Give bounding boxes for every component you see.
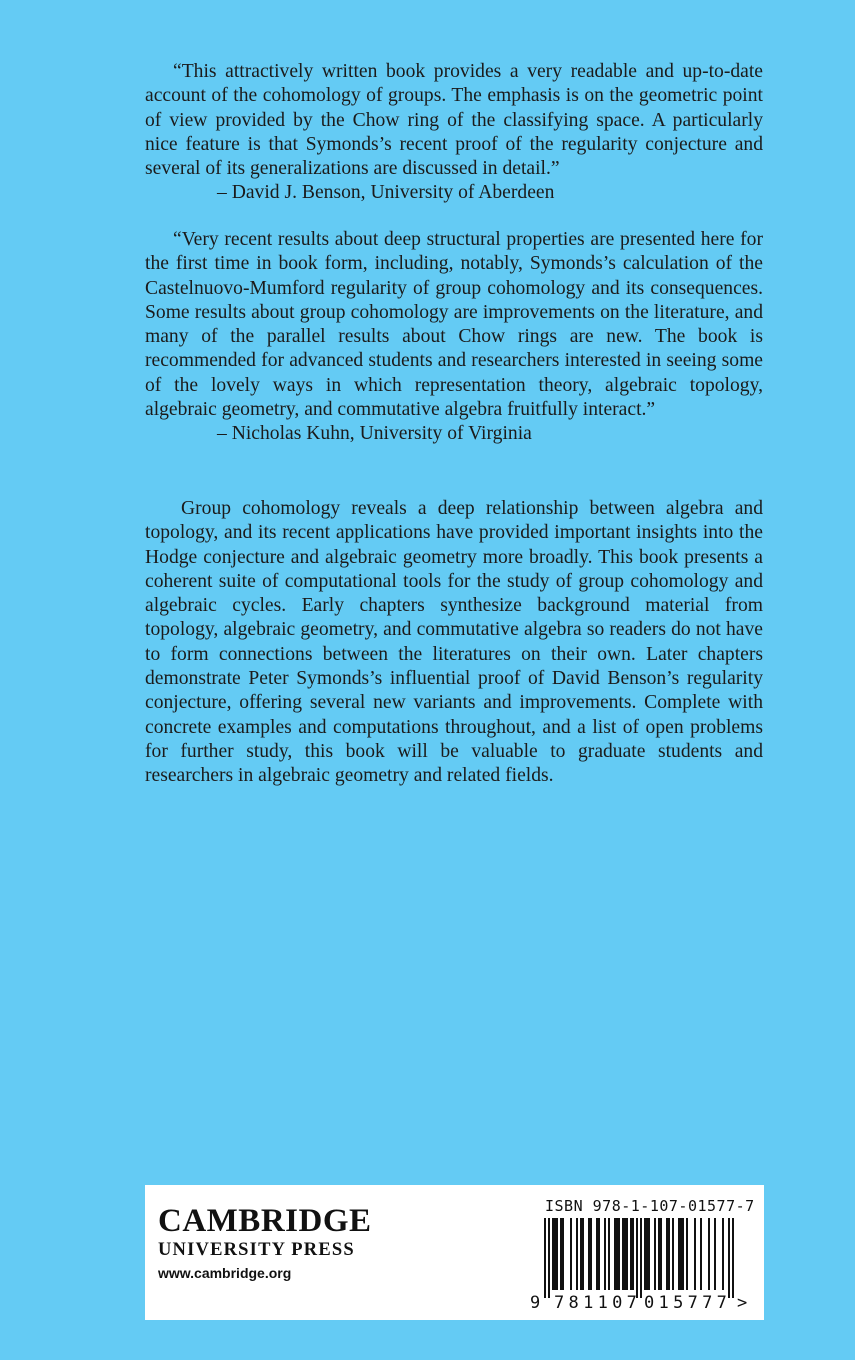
isbn-label: ISBN 978-1-107-01577-7: [545, 1197, 755, 1215]
barcode-bar: [598, 1218, 600, 1290]
barcode-bar: [630, 1218, 632, 1290]
barcode-bar: [576, 1218, 578, 1290]
barcode-bar: [728, 1218, 730, 1298]
book-description: [145, 497, 763, 789]
barcode-bar: [666, 1218, 668, 1290]
barcode-digits-right: 015777: [644, 1293, 732, 1313]
barcode-digits-left: 781107: [554, 1293, 642, 1313]
barcode-bar: [694, 1218, 696, 1290]
quote-text: “Very recent results about deep structural properties are presented here for the first time in book form, including, notably, Symonds’s calculation of the Castelnuovo-Mumford regularity of group cohomology and its consequences. Some results about group cohomology are improvements on the literature, and many of the parallel results about Chow rings are new. The book is recommended for advanced students and researchers interested in seeing some of the lovely ways in which representation theory, algebraic topology, algebraic geometry, and commutative algebra fruitfully interact.”: [145, 229, 763, 421]
barcode-bar: [644, 1218, 646, 1290]
barcode-digit-first: 9: [530, 1293, 541, 1313]
barcode-bar: [614, 1218, 616, 1290]
barcode-bar: [556, 1218, 558, 1290]
barcode-bar: [626, 1218, 628, 1290]
description-text: Group cohomology reveals a deep relationship between algebra and topology, and its recent applications have provided important insights into the Hodge conjecture and algebraic geometry more broadly. This book presents a coherent suite of computational tools for the study of group cohomology and algebraic cycles. Early chapters synthesize background material from topology, algebraic geometry, and commutative algebra so readers do not have to form connections between the literatures on their own. Later chapters demonstrate Peter Symonds’s influential proof of David Benson’s regularity conjecture, offering several new variants and improvements. Complete with concrete examples and computations throughout, and a list of open problems for further study, this book will be valuable to graduate students and researchers in algebraic geometry and related fields.: [145, 498, 763, 787]
barcode-bar: [708, 1218, 710, 1290]
barcode-bar: [618, 1218, 620, 1290]
barcode-bar: [636, 1218, 638, 1298]
barcode-bar: [608, 1218, 610, 1290]
barcode-bar: [590, 1218, 592, 1290]
barcode-bar: [732, 1218, 734, 1298]
barcode-bar: [560, 1218, 562, 1290]
barcode-bar: [624, 1218, 626, 1290]
isbn-barcode: [530, 1218, 755, 1313]
barcode-bar: [648, 1218, 650, 1290]
barcode-bar: [672, 1218, 674, 1290]
barcode-bar: [588, 1218, 590, 1290]
barcode-bar: [562, 1218, 564, 1290]
barcode-bar: [686, 1218, 688, 1290]
barcode-icon: [530, 1218, 755, 1313]
barcode-bar: [680, 1218, 682, 1290]
barcode-bar: [570, 1218, 572, 1290]
barcode-bar: [554, 1218, 556, 1290]
barcode-bar: [640, 1218, 642, 1298]
barcode-bar: [660, 1218, 662, 1290]
barcode-bar: [646, 1218, 648, 1290]
barcode-bar: [604, 1218, 606, 1290]
publisher-url[interactable]: www.cambridge.org: [158, 1265, 292, 1281]
barcode-bar: [722, 1218, 724, 1290]
publisher-logo: [158, 1204, 372, 1283]
barcode-bar: [700, 1218, 702, 1290]
quote-attribution: – David J. Benson, University of Aberdeen: [217, 182, 555, 204]
barcode-bar: [678, 1218, 680, 1290]
review-quote-benson: [145, 60, 763, 206]
barcode-bar: [548, 1218, 550, 1298]
barcode-bar: [632, 1218, 634, 1290]
barcode-bar: [682, 1218, 684, 1290]
review-quote-kuhn: [145, 228, 763, 447]
barcode-bar: [544, 1218, 546, 1298]
barcode-bar: [582, 1218, 584, 1290]
barcode-bar: [552, 1218, 554, 1290]
barcode-bar: [714, 1218, 716, 1290]
barcode-bar: [622, 1218, 624, 1290]
barcode-bar: [658, 1218, 660, 1290]
barcode-bar: [580, 1218, 582, 1290]
publisher-footer: [145, 1185, 764, 1320]
barcode-bar: [596, 1218, 598, 1290]
barcode-quiet-mark: >: [737, 1293, 748, 1313]
publisher-name: CAMBRIDGE: [158, 1203, 372, 1239]
publisher-subtitle: UNIVERSITY PRESS: [158, 1240, 355, 1260]
barcode-bar: [654, 1218, 656, 1290]
quote-text: “This attractively written book provides a very readable and up-to-date account of the cohomology of groups. The emphasis is on the geometric point of view provided by the Chow ring of the classifying space. A particularly nice feature is that Symonds’s recent proof of the regularity conjecture and several of its generalizations are discussed in detail.”: [145, 61, 763, 180]
quote-attribution: – Nicholas Kuhn, University of Virginia: [217, 423, 532, 445]
barcode-bar: [668, 1218, 670, 1290]
barcode-bar: [616, 1218, 618, 1290]
